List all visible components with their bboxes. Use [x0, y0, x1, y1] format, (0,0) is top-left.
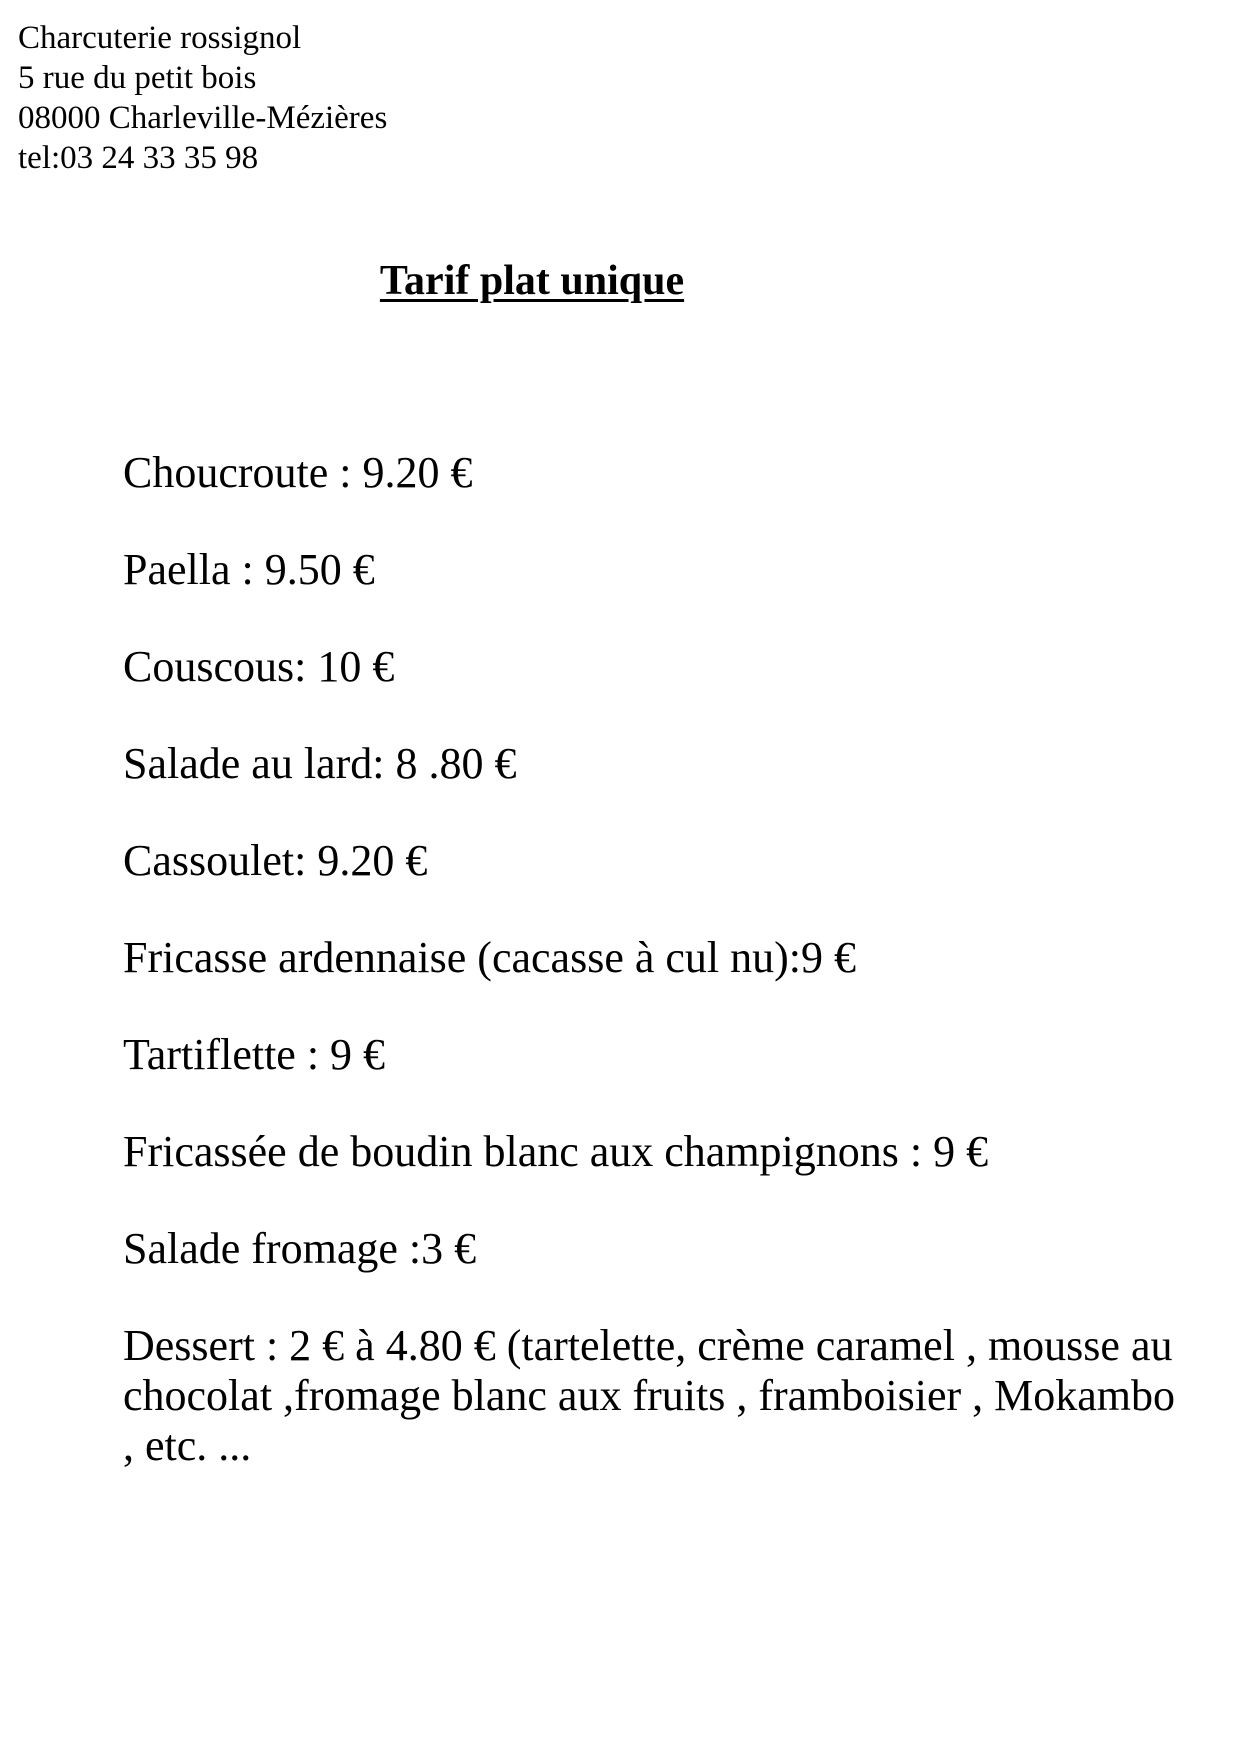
shop-phone: tel:03 24 33 35 98 [18, 140, 259, 176]
menu-item-cassoulet: Cassoulet: 9.20 € [123, 836, 428, 885]
menu-item-choucroute: Choucroute : 9.20 € [123, 448, 473, 497]
menu-item-couscous: Couscous: 10 € [123, 642, 395, 691]
shop-street: 5 rue du petit bois [18, 60, 257, 96]
shop-address-block [18, 18, 387, 178]
menu-item-paella: Paella : 9.50 € [123, 545, 375, 594]
price-list [123, 448, 1203, 1518]
shop-city: 08000 Charleville-Mézières [18, 100, 388, 136]
menu-item-salade-fromage: Salade fromage :3 € [123, 1224, 477, 1273]
menu-item-fricasse-ardennaise: Fricasse ardennaise (cacasse à cul nu):9 € [123, 933, 857, 982]
menu-item-dessert: Dessert : 2 € à 4.80 € (tartelette, crème caramel , mousse au chocolat ,fromage blanc aux fruits , framboisier , Mokambo , etc. ... [123, 1321, 1176, 1470]
menu-item-fricassee-boudin: Fricassée de boudin blanc aux champignons : 9 € [123, 1127, 989, 1176]
menu-item-tartiflette: Tartiflette : 9 € [123, 1030, 386, 1079]
shop-name: Charcuterie rossignol [18, 20, 302, 56]
menu-item-salade-au-lard: Salade au lard: 8 .80 € [123, 739, 517, 788]
page-title: Tarif plat unique [379, 258, 685, 304]
